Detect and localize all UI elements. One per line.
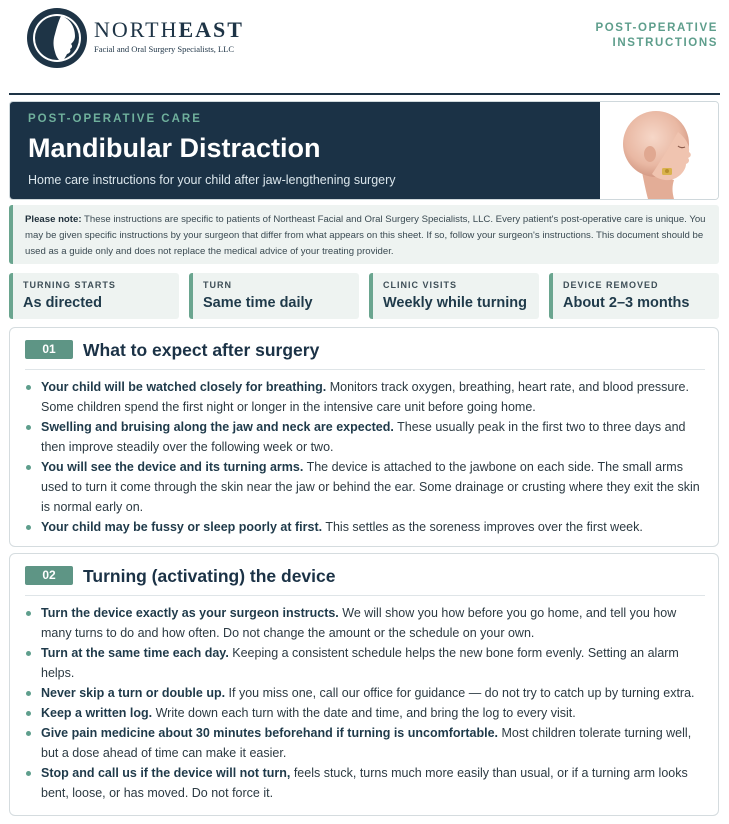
- stat-value: Weekly while turning: [383, 295, 527, 311]
- stat-label: TURNING STARTS: [23, 280, 116, 290]
- list-item: Turn the device exactly as your surgeon instructs. We will show you how before you go home, and tell you how many turns to do and how often. Do not change the amount or the schedule on your own.: [25, 603, 710, 643]
- stat-value: Same time daily: [203, 295, 313, 311]
- child-head-profile-icon: [600, 102, 719, 199]
- list-item: Never skip a turn or double up. If you miss one, call our office for guidance — do not try to catch up by turning extra.: [25, 683, 710, 703]
- stat-turning-starts: [9, 273, 179, 319]
- northeast-logo-icon: [25, 6, 89, 70]
- stat-value: As directed: [23, 295, 102, 311]
- bullet-icon: [26, 525, 31, 530]
- logo-name: NORTHEAST: [94, 17, 244, 42]
- section-what-to-expect: [9, 327, 719, 547]
- list-item: Your child will be watched closely for breathing. Monitors track oxygen, breathing, heart rate, and blood pressure. Some children spend the first night or longer in the intensive care unit before going home.: [25, 377, 710, 417]
- bullet-icon: [26, 465, 31, 470]
- section-number-badge: 02: [25, 566, 73, 585]
- page-header: [0, 0, 729, 94]
- note-label: Please note:: [25, 214, 82, 225]
- bullet-icon: [26, 731, 31, 736]
- stat-label: TURN: [203, 280, 232, 290]
- instruction-list: [25, 603, 710, 803]
- section-turning-device: [9, 553, 719, 816]
- bullet-icon: [26, 425, 31, 430]
- hero-illustration: [600, 102, 719, 199]
- logo-wordmark: [94, 18, 244, 54]
- stat-clinic-visits: [369, 273, 539, 319]
- stat-value: About 2–3 months: [563, 295, 690, 311]
- hero-banner: [9, 101, 719, 200]
- header-divider: [9, 93, 720, 95]
- summary-stats: [9, 273, 719, 319]
- instruction-list: [25, 377, 710, 537]
- section-divider: [25, 595, 705, 596]
- page-title: Mandibular Distraction: [28, 133, 321, 163]
- document-type-label: POST-OPERATIVE INSTRUCTIONS: [595, 22, 718, 49]
- stat-turn: [189, 273, 359, 319]
- section-title: Turning (activating) the device: [83, 566, 336, 586]
- list-item: You will see the device and its turning arms. The device is attached to the jawbone on each side. The small arms used to turn it come through the skin near the jaw or behind the ear. Some drainage or crusting where they exit the skin is normal early on.: [25, 457, 710, 517]
- bullet-icon: [26, 691, 31, 696]
- bullet-icon: [26, 651, 31, 656]
- section-number-badge: 01: [25, 340, 73, 359]
- stat-label: DEVICE REMOVED: [563, 280, 659, 290]
- bullet-icon: [26, 711, 31, 716]
- page-subtitle: Home care instructions for your child after jaw-lengthening surgery: [28, 173, 396, 187]
- section-title: What to expect after surgery: [83, 340, 320, 360]
- bullet-icon: [26, 771, 31, 776]
- stat-device-removed: [549, 273, 719, 319]
- list-item: Keep a written log. Write down each turn with the date and time, and bring the log to every visit.: [25, 703, 710, 723]
- list-item: Stop and call us if the device will not turn, feels stuck, turns much more easily than usual, or if a turning arm looks bent, loose, or has moved. Do not force it.: [25, 763, 710, 803]
- note-text: These instructions are specific to patients of Northeast Facial and Oral Surgery Specialists, LLC. Every patient's post-operative care is unique. You may be given specific instructions by your surgeon that differ from what appears on this sheet. If so, follow your surgeon's instructions. This document should be used as a guide only and does not replace the medical advice of your treating provider.: [25, 214, 706, 257]
- list-item: Your child may be fussy or sleep poorly at first. This settles as the soreness improves over the first week.: [25, 517, 710, 537]
- list-item: Give pain medicine about 30 minutes beforehand if turning is uncomfortable. Most children tolerate turning well, but a dose ahead of time can make it easier.: [25, 723, 710, 763]
- list-item: Swelling and bruising along the jaw and neck are expected. These usually peak in the first two to three days and then improve steadily over the following week or two.: [25, 417, 710, 457]
- hero-text-panel: [10, 102, 600, 199]
- list-item: Turn at the same time each day. Keeping a consistent schedule helps the new bone form evenly. Setting an alarm helps.: [25, 643, 710, 683]
- bullet-icon: [26, 385, 31, 390]
- bullet-icon: [26, 611, 31, 616]
- logo-subtitle: Facial and Oral Surgery Specialists, LLC: [94, 44, 235, 54]
- stat-label: CLINIC VISITS: [383, 280, 458, 290]
- section-divider: [25, 369, 705, 370]
- hero-eyebrow: POST-OPERATIVE CARE: [28, 113, 202, 125]
- disclaimer-note: [9, 205, 719, 264]
